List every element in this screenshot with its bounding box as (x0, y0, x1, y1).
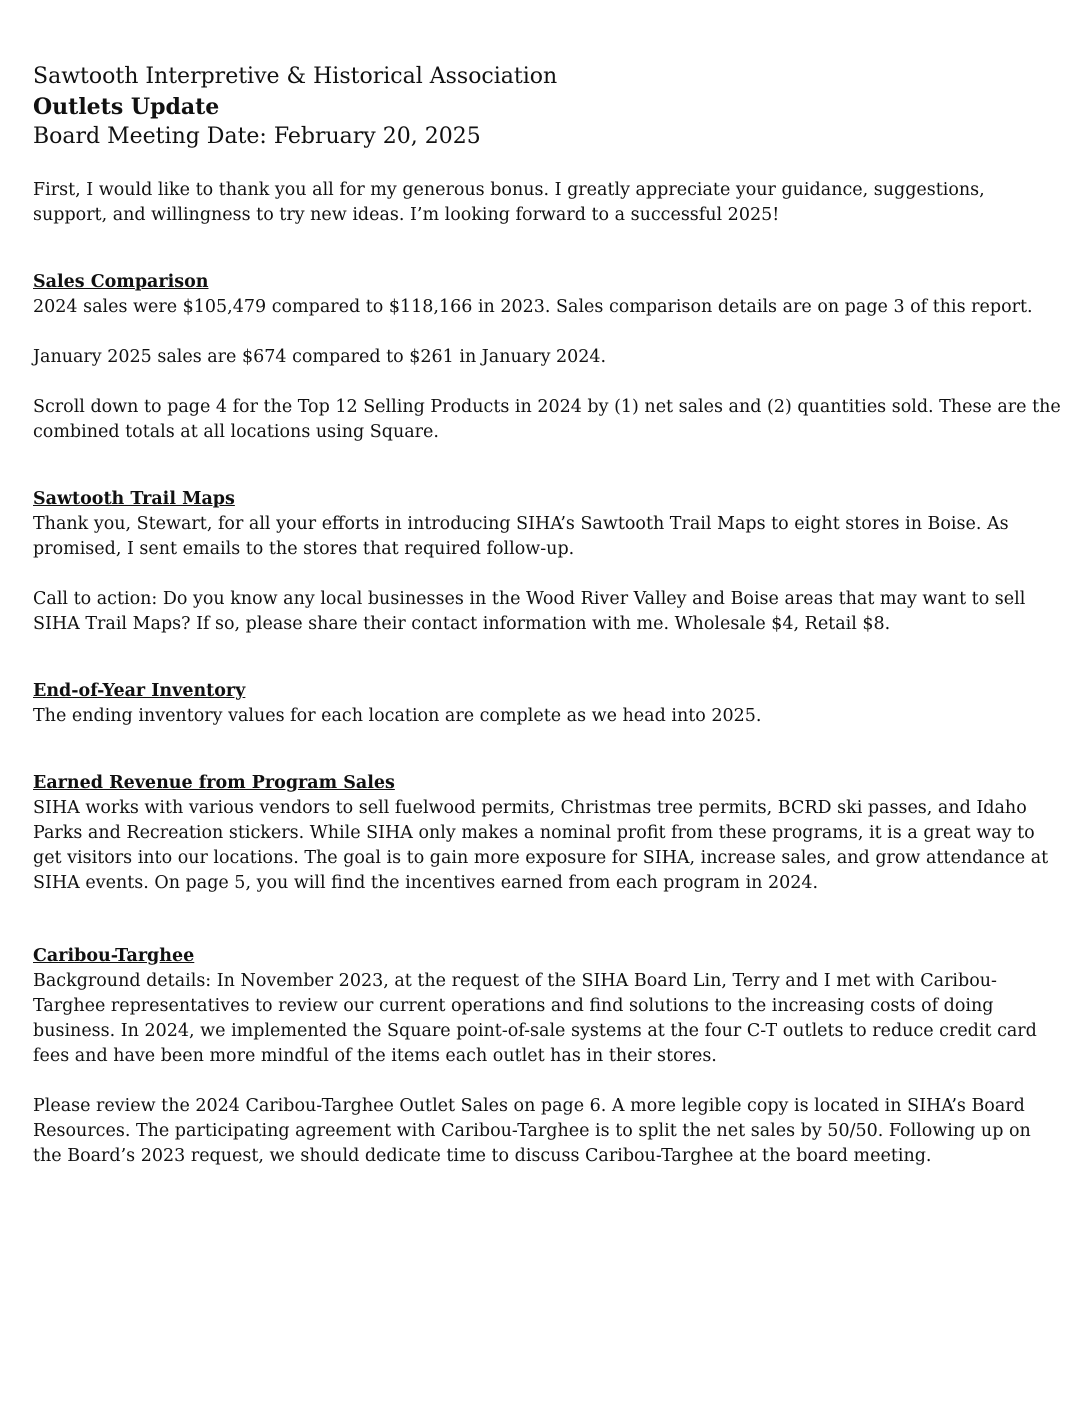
section-title: End-of-Year Inventory (33, 681, 246, 701)
meeting-date: Board Meeting Date: February 20, 2025 (33, 124, 481, 149)
section-title: Caribou-Targhee (33, 946, 195, 966)
paragraph: January 2025 sales are $674 compared to $261 in January 2024. (33, 347, 607, 367)
document-page (33, 62, 1063, 1169)
intro-paragraph: First, I would like to thank you all for my generous bonus. I greatly appreciate your guidance, suggestions, support, and willingness to try new ideas. I’m looking forward to a successful 2025! (33, 180, 985, 225)
paragraph: Thank you, Stewart, for all your efforts in introducing SIHA’s Sawtooth Trail Maps to eight stores in Boise. As promised, I sent emails to the stores that required follow-up. (33, 514, 1009, 559)
section-title: Earned Revenue from Program Sales (33, 773, 395, 793)
paragraph: Scroll down to page 4 for the Top 12 Selling Products in 2024 by (1) net sales and (2) quantities sold. These are the combined totals at all locations using Square. (33, 397, 1061, 442)
paragraph: Background details: In November 2023, at the request of the SIHA Board Lin, Terry and I met with Caribou-Targhee representatives to review our current operations and find solutions to the increasing costs of doing business. In 2024, we implemented the Square point-of-sale systems at the four C-T outlets to reduce credit card fees and have been more mindful of the items each outlet has in their stores. (33, 971, 1037, 1066)
paragraph: SIHA works with various vendors to sell fuelwood permits, Christmas tree permits, BCRD ski passes, and Idaho Parks and Recreation stickers. While SIHA only makes a nominal profit from these programs, it is a great way to get visitors into our locations. The goal is to gain more exposure for SIHA, increase sales, and grow attendance at SIHA events. On page 5, you will find the incentives earned from each program in 2024. (33, 798, 1049, 893)
section-program-sales (33, 771, 1063, 896)
paragraph: Call to action: Do you know any local businesses in the Wood River Valley and Boise areas that may want to sell SIHA Trail Maps? If so, please share their contact information with me. Wholesale $4, Retail $8. (33, 589, 1026, 634)
section-title: Sales Comparison (33, 272, 209, 292)
section-inventory (33, 679, 1063, 729)
section-sales-comparison (33, 270, 1063, 445)
document-header (33, 62, 1063, 152)
paragraph: 2024 sales were $105,479 compared to $118,166 in 2023. Sales comparison details are on page 3 of this report. (33, 297, 1033, 317)
paragraph: The ending inventory values for each location are complete as we head into 2025. (33, 706, 762, 726)
paragraph: Please review the 2024 Caribou-Targhee Outlet Sales on page 6. A more legible copy is located in SIHA’s Board Resources. The participating agreement with Caribou-Targhee is to split the net sales by 50/50. Following up on the Board’s 2023 request, we should dedicate time to discuss Caribou-Targhee at the board meeting. (33, 1096, 1031, 1166)
section-trail-maps (33, 487, 1063, 637)
section-caribou-targhee (33, 944, 1063, 1169)
document-title: Outlets Update (33, 94, 220, 120)
section-title: Sawtooth Trail Maps (33, 489, 235, 509)
organization-name: Sawtooth Interpretive & Historical Association (33, 64, 558, 89)
